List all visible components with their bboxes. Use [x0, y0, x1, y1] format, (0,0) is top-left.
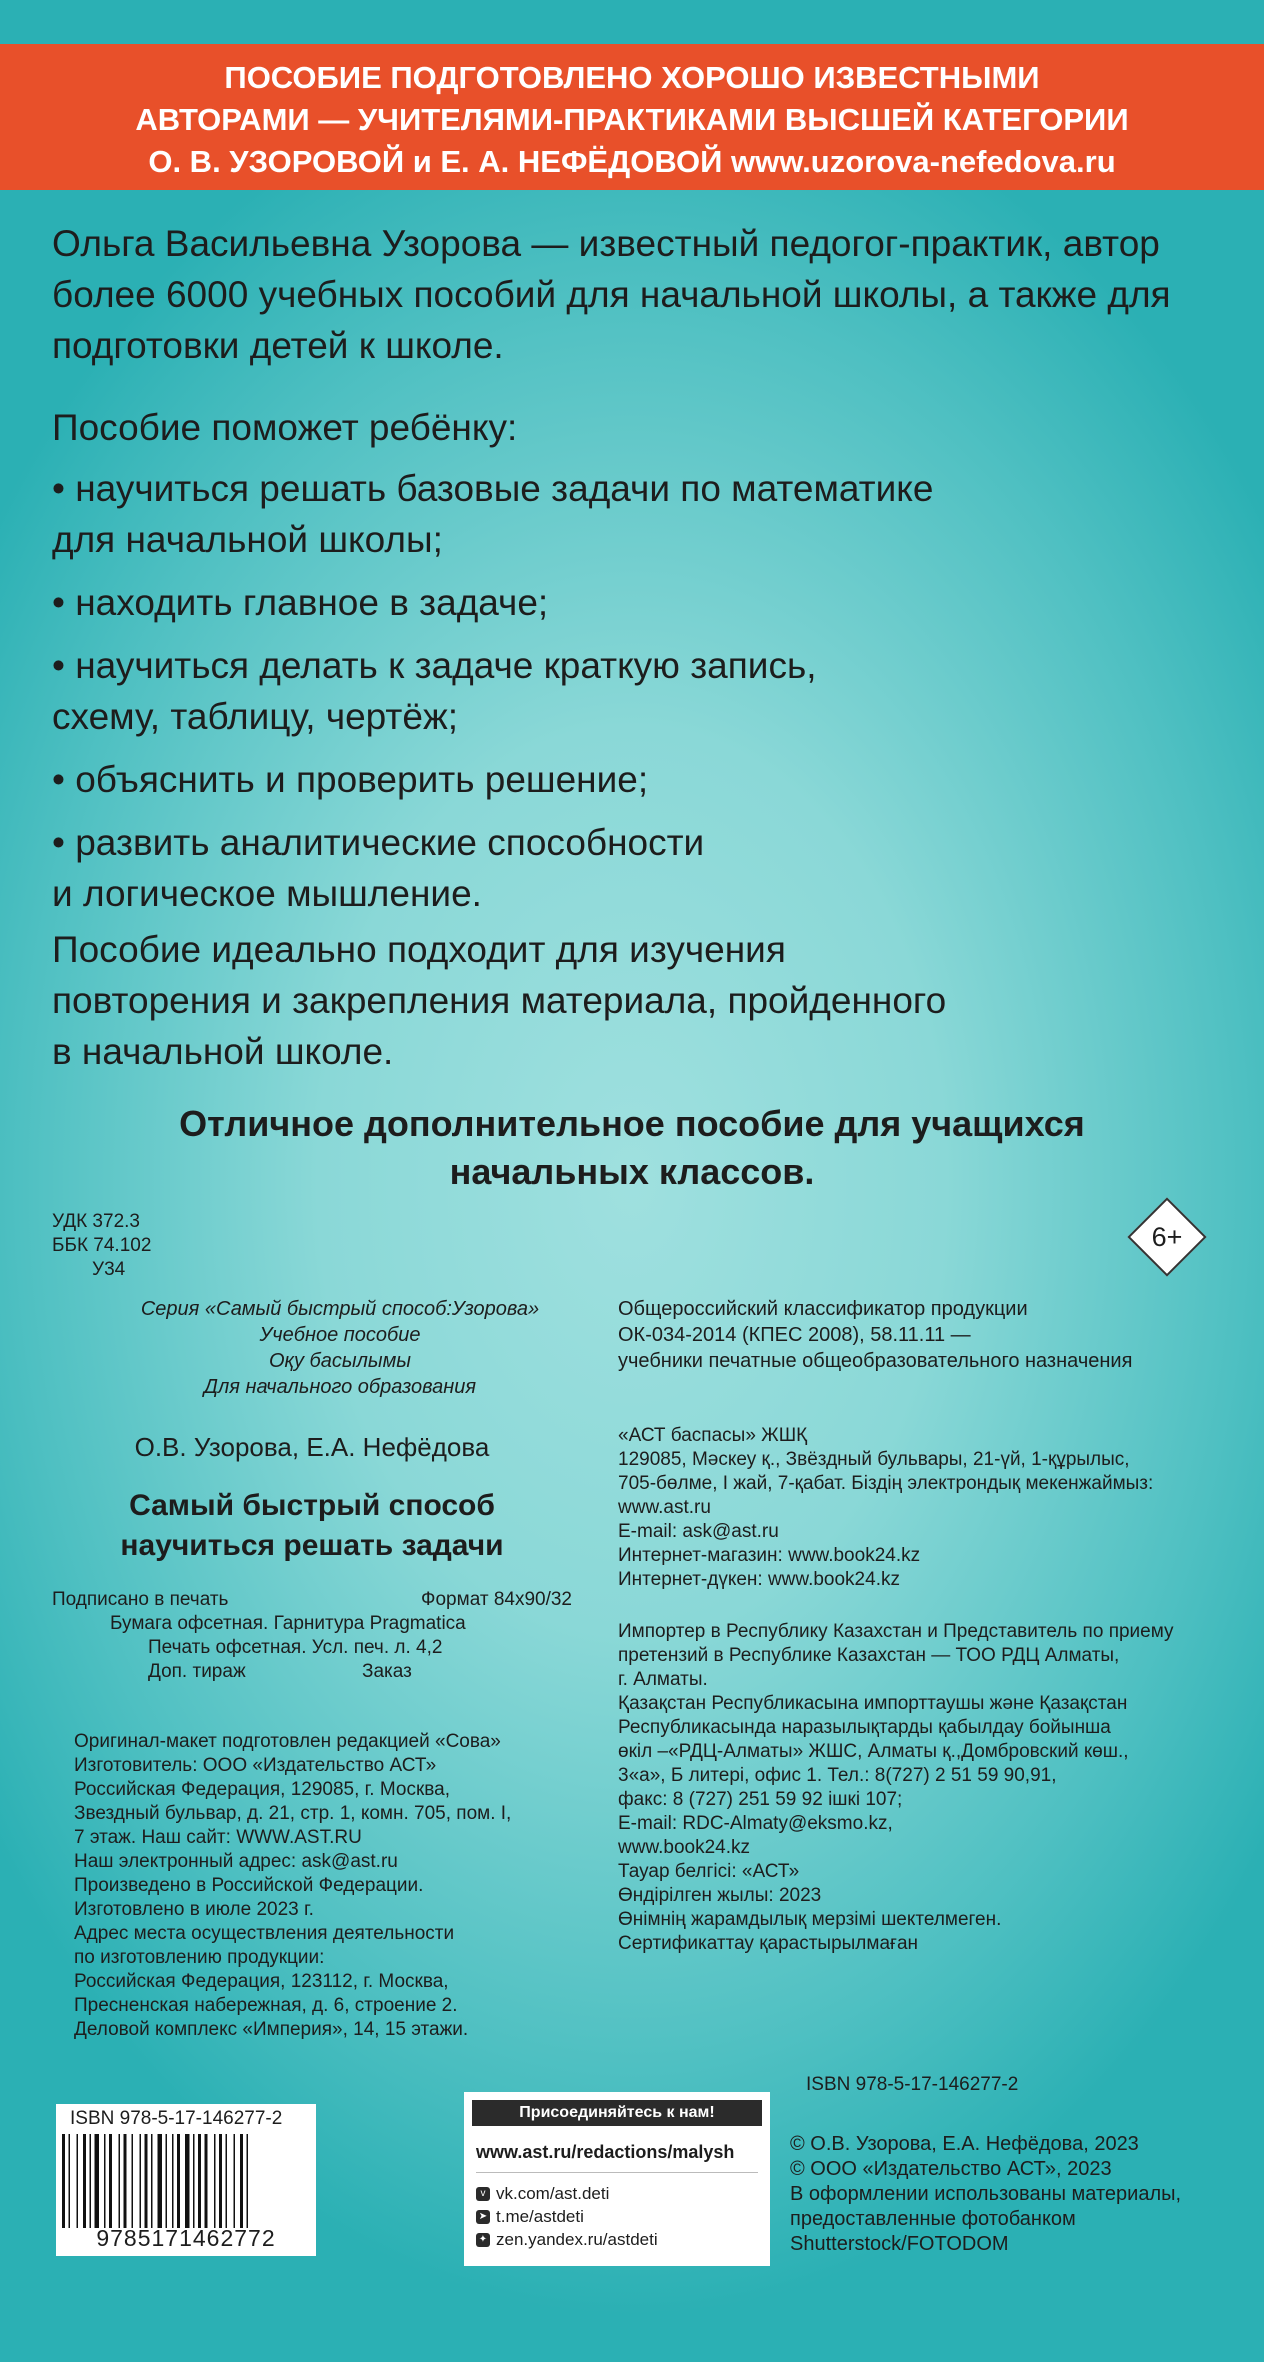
series-line: Оқу басылымы: [268, 1350, 412, 1372]
print-printing: Печать офсетная. Усл. печ. л. 4,2: [148, 1637, 443, 1658]
publisher-line: Интернет-дүкен: www.book24.kz: [618, 1569, 900, 1590]
importer-line: г. Алматы.: [618, 1669, 708, 1690]
author-code: У34: [92, 1259, 126, 1280]
publisher-line: E-mail: ask@ast.ru: [618, 1521, 779, 1542]
importer-line: өкіл –«РДЦ-Алматы» ЖШС, Алматы қ.,Домбровский көш.,: [618, 1741, 1129, 1762]
series-info: [100, 1296, 580, 1400]
maker-line: Изготовитель: ООО «Издательство АСТ»: [74, 1755, 437, 1776]
maker-line: Звездный бульвар, д. 21, стр. 1, комн. 705, пом. I,: [74, 1803, 512, 1824]
series-line: Учебное пособие: [259, 1324, 421, 1346]
copyright-line: © ООО «Издательство АСТ», 2023: [790, 2158, 1112, 2180]
print-order: Заказ: [362, 1661, 412, 1682]
join-us-label: Присоединяйтесь к нам!: [472, 2100, 762, 2126]
copyright-line: В оформлении использованы материалы,: [790, 2183, 1182, 2205]
intro-text: Ольга Васильевна Узорова — известный педогог-практик, автор более 6000 учебных пособий для начальной школы, а также для подготовки детей к школе.: [52, 223, 1171, 366]
importer-line: Импортер в Республику Казахстан и Представитель по приему: [618, 1621, 1174, 1642]
barcode-digits: 9785171462772: [96, 2225, 276, 2251]
publisher-line: Интернет-магазин: www.book24.kz: [618, 1545, 921, 1566]
series-line: Серия «Самый быстрый способ:Узорова»: [140, 1298, 540, 1320]
series-line: Для начального образования: [203, 1376, 477, 1398]
importer-line: Өнімнің жарамдылық мерзімі шектелмеген.: [618, 1909, 1002, 1930]
social-links: [476, 2182, 658, 2251]
list-item: • научиться делать к задаче краткую запись, схему, таблицу, чертёж;: [52, 645, 817, 737]
highlight-text: Отличное дополнительное пособие для учащихся начальных классов.: [179, 1103, 1085, 1192]
importer-line: претензий в Республике Казахстан — ТОО РДЦ Алматы,: [618, 1645, 1120, 1666]
maker-line: Пресненская набережная, д. 6, строение 2.: [74, 1995, 458, 2016]
zen-icon: ✦: [476, 2233, 490, 2247]
copyright-line: Shutterstock/FOTODOM: [790, 2233, 1009, 2255]
publisher-line: 129085, Мәскеу қ., Звёздный бульвары, 21-үй, 1-құрылыс,: [618, 1449, 1130, 1470]
list-item: • развить аналитические способности и логическое мышление.: [52, 822, 705, 914]
maker-line: по изготовлению продукции:: [74, 1947, 325, 1968]
importer-info: [618, 1620, 1174, 1956]
isbn-text: ISBN 978-5-17-146277-2: [806, 2074, 1019, 2095]
importer-line: Тауар белгісі: «АСТ»: [618, 1861, 800, 1882]
social-box: [464, 2092, 770, 2266]
maker-line: Деловой комплекс «Империя», 14, 15 этажи.: [74, 2019, 469, 2040]
barcode-bars: [60, 2134, 312, 2228]
list-item: • научиться решать базовые задачи по математике для начальной школы;: [52, 468, 934, 560]
zen-link[interactable]: [476, 2228, 658, 2251]
maker-line: Адрес места осуществления деятельности: [74, 1923, 455, 1944]
importer-line: E-mail: RDC-Almaty@eksmo.kz,: [618, 1813, 893, 1834]
telegram-link[interactable]: [476, 2205, 658, 2228]
book-title: Самый быстрый способ научиться решать задачи: [120, 1489, 504, 1562]
benefits-list: [52, 402, 933, 931]
print-extra: Доп. тираж: [148, 1661, 246, 1682]
banner-line-3: О. В. УЗОРОВОЙ и Е. А. НЕФЁДОВОЙ www.uzorova-nefedova.ru: [148, 144, 1116, 179]
list-item: • объяснить и проверить решение;: [52, 759, 649, 800]
importer-line: Өндірілген жылы: 2023: [618, 1885, 822, 1906]
product-classifier: Общероссийский классификатор продукции ОК-034-2014 (КПЕС 2008), 58.11.11 — учебники печатные общеобразовательного назначения: [618, 1298, 1133, 1372]
maker-line: Российская Федерация, 123112, г. Москва,: [74, 1971, 449, 1992]
publisher-line: 705-бөлме, I жай, 7-қабат. Біздің электрондық мекенжаймыз:: [618, 1473, 1154, 1494]
maker-line: Оригинал-макет подготовлен редакцией «Сова»: [74, 1731, 501, 1752]
maker-line: 7 этаж. Наш сайт: WWW.AST.RU: [74, 1827, 362, 1848]
publisher-line: www.ast.ru: [618, 1497, 711, 1518]
publisher-kz: [618, 1424, 1153, 1592]
barcode: [56, 2104, 316, 2256]
banner-line-2: АВТОРАМИ — УЧИТЕЛЯМИ-ПРАКТИКАМИ ВЫСШЕЙ КАТЕГОРИИ: [135, 102, 1129, 137]
importer-line: факс: 8 (727) 251 59 92 ішкі 107;: [618, 1789, 903, 1810]
udk-code: УДК 372.3: [52, 1211, 140, 1232]
zen-link-text: zen.yandex.ru/astdeti: [496, 2230, 658, 2249]
maker-line: Изготовлено в июле 2023 г.: [74, 1899, 314, 1920]
bbk-code: ББК 74.102: [52, 1235, 152, 1256]
copyright-line: предоставленные фотобанком: [790, 2208, 1076, 2230]
telegram-icon: ➤: [476, 2210, 490, 2224]
importer-line: www.book24.kz: [618, 1837, 751, 1858]
manufacturer-info: [74, 1730, 511, 2042]
closing-paragraph: Пособие идеально подходит для изучения повторения и закрепления материала, пройденного в начальной школе.: [52, 929, 947, 1072]
print-format: Формат 84х90/32: [421, 1589, 572, 1610]
copyright-info: [790, 2132, 1181, 2257]
barcode-isbn: ISBN 978-5-17-146277-2: [70, 2108, 283, 2129]
importer-line: Республикасында наразылықтарды қабылдау бойынша: [618, 1717, 1111, 1738]
copyright-line: © О.В. Узорова, Е.А. Нефёдова, 2023: [790, 2133, 1139, 2155]
importer-line: 3«а», Б литері, офис 1. Тел.: 8(727) 2 51 59 90,91,: [618, 1765, 1057, 1786]
vk-link-text: vk.com/ast.deti: [496, 2184, 610, 2203]
book-authors: О.В. Узорова, Е.А. Нефёдова: [134, 1432, 490, 1462]
print-signed: Подписано в печать: [52, 1589, 229, 1610]
classification-codes: [52, 1210, 151, 1282]
vk-icon: v: [476, 2187, 490, 2201]
vk-link[interactable]: [476, 2182, 658, 2205]
telegram-link-text: t.me/astdeti: [496, 2207, 584, 2226]
maker-line: Российская Федерация, 129085, г. Москва,: [74, 1779, 450, 1800]
author-intro: [52, 218, 1232, 371]
publisher-line: «АСТ баспасы» ЖШҚ: [618, 1425, 808, 1446]
benefits-heading: Пособие поможет ребёнку:: [52, 407, 518, 448]
banner-line-1: ПОСОБИЕ ПОДГОТОВЛЕНО ХОРОШО ИЗВЕСТНЫМИ: [224, 60, 1040, 95]
age-rating-badge: [1130, 1200, 1204, 1274]
maker-line: Наш электронный адрес: ask@ast.ru: [74, 1851, 398, 1872]
divider: [476, 2172, 758, 2173]
list-item: • находить главное в задаче;: [52, 582, 549, 623]
age-rating-text: 6+: [1151, 1221, 1183, 1252]
importer-line: Сертификаттау қарастырылмаған: [618, 1933, 919, 1954]
print-info: [52, 1588, 572, 1684]
site-link[interactable]: www.ast.ru/redactions/malysh: [476, 2142, 735, 2162]
importer-line: Қазақстан Республикасына импорттаушы және Қазақстан: [618, 1693, 1128, 1714]
header-banner: [0, 44, 1264, 190]
maker-line: Произведено в Российской Федерации.: [74, 1875, 424, 1896]
print-paper: Бумага офсетная. Гарнитура Pragmatica: [110, 1613, 466, 1634]
